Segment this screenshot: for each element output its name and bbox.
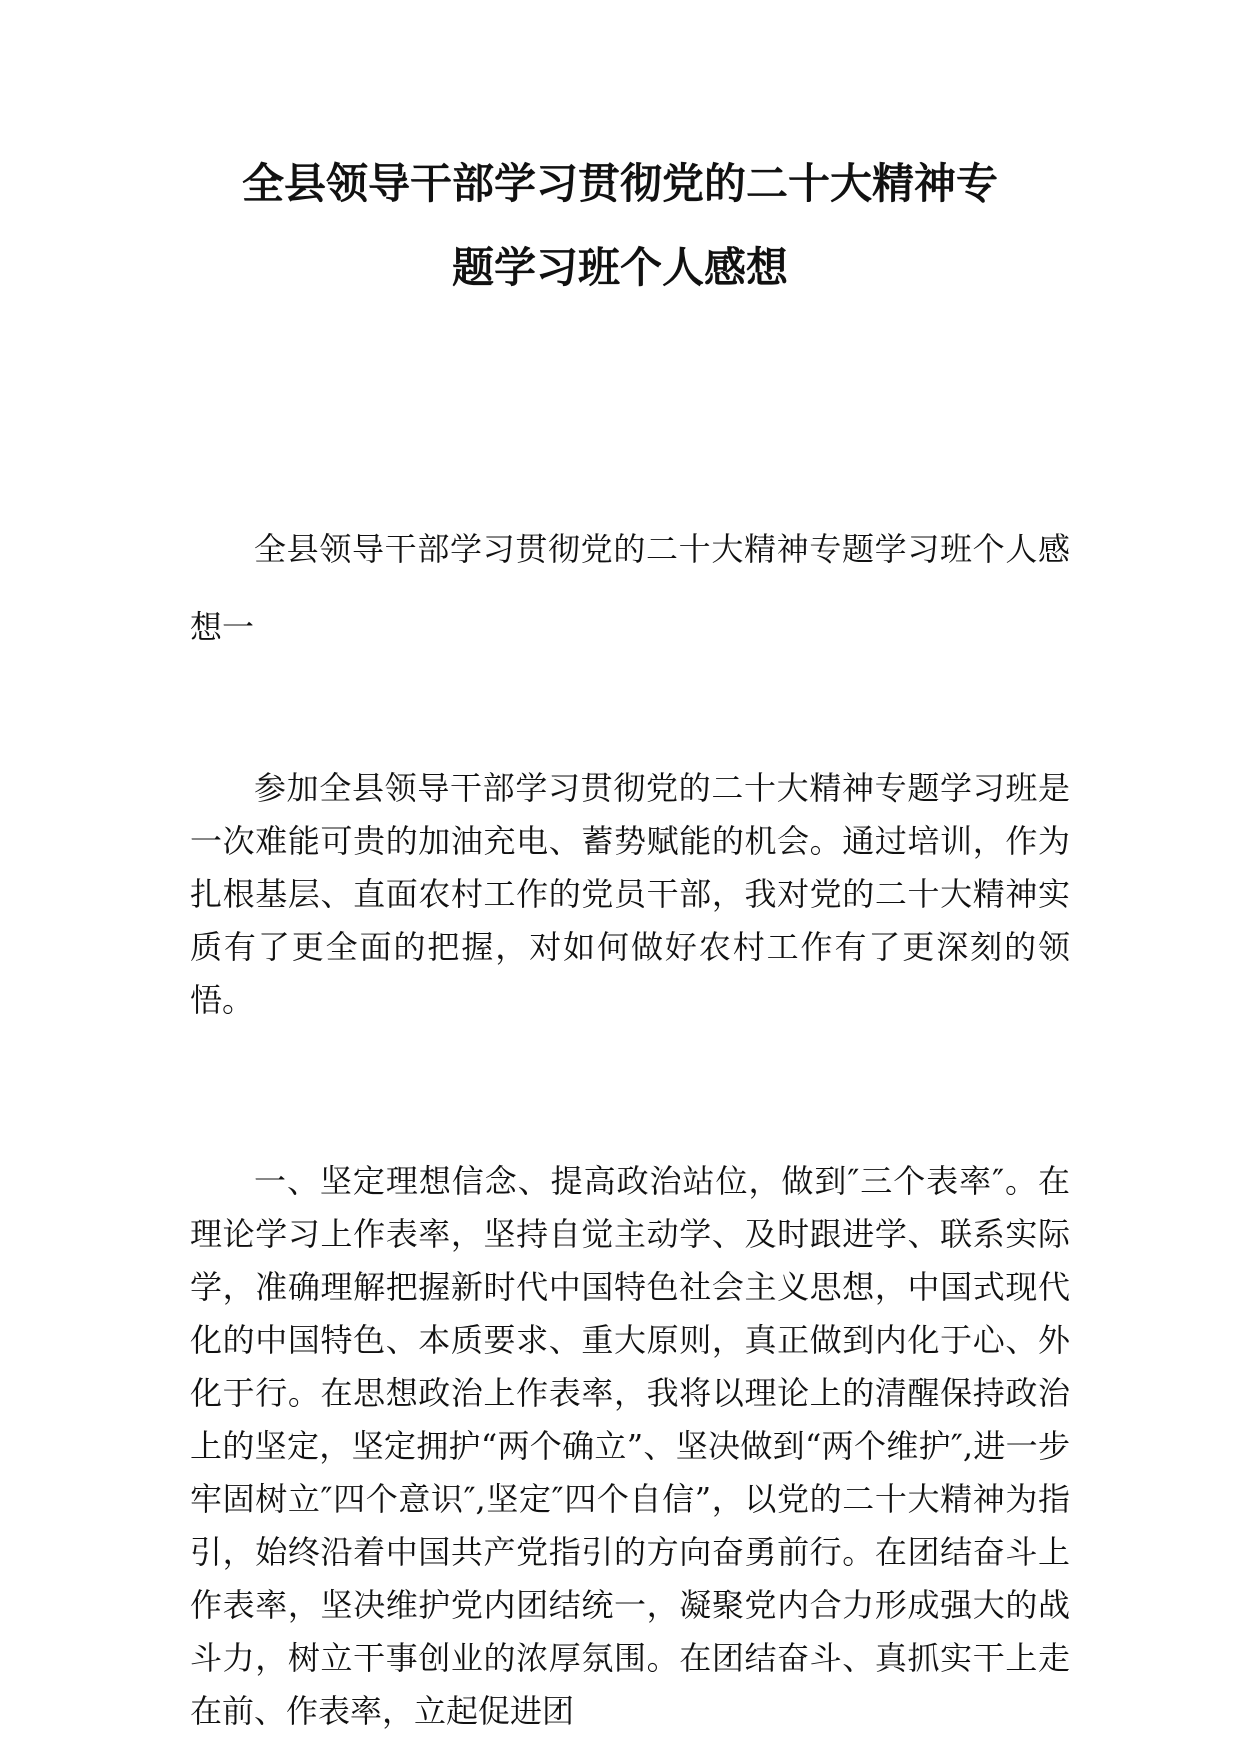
section-one-paragraph: 一、坚定理想信念、提高政治站位，做到″三个表率″。在理论学习上作表率，坚持自觉主动学、及时跟进学、联系实际学，准确理解把握新时代中国特色社会主义思想，中国式现代化的中国特色、本质要求、重大原则，真正做到内化于心、外化于行。在思想政治上作表率，我将以理论上的清醒保持政治上的坚定，坚定拥护“两个确立”、坚决做到“两个维护″,进一步牢固树立″四个意识″,坚定″四个自信”，以党的二十大精神为指引，始终沿着中国共产党指引的方向奋勇前行。在团结奋斗上作表率，坚决维护党内团结统一，凝聚党内合力形成强大的战斗力，树立干事创业的浓厚氛围。在团结奋斗、真抓实干上走在前、作表率，立起促进团	[190, 1162, 1070, 1730]
document-title-line-2: 题学习班个人感想	[451, 243, 788, 292]
section-subtitle: 全县领导干部学习贯彻党的二十大精神专题学习班个人感想一	[190, 530, 1070, 646]
document-title-line-1: 全县领导干部学习贯彻党的二十大精神专	[241, 159, 998, 208]
intro-paragraph: 参加全县领导干部学习贯彻党的二十大精神专题学习班是一次难能可贵的加油充电、蓄势赋能的机会。通过培训，作为扎根基层、直面农村工作的党员干部，我对党的二十大精神实质有了更全面的把握，对如何做好农村工作有了更深刻的领悟。	[190, 769, 1070, 1019]
